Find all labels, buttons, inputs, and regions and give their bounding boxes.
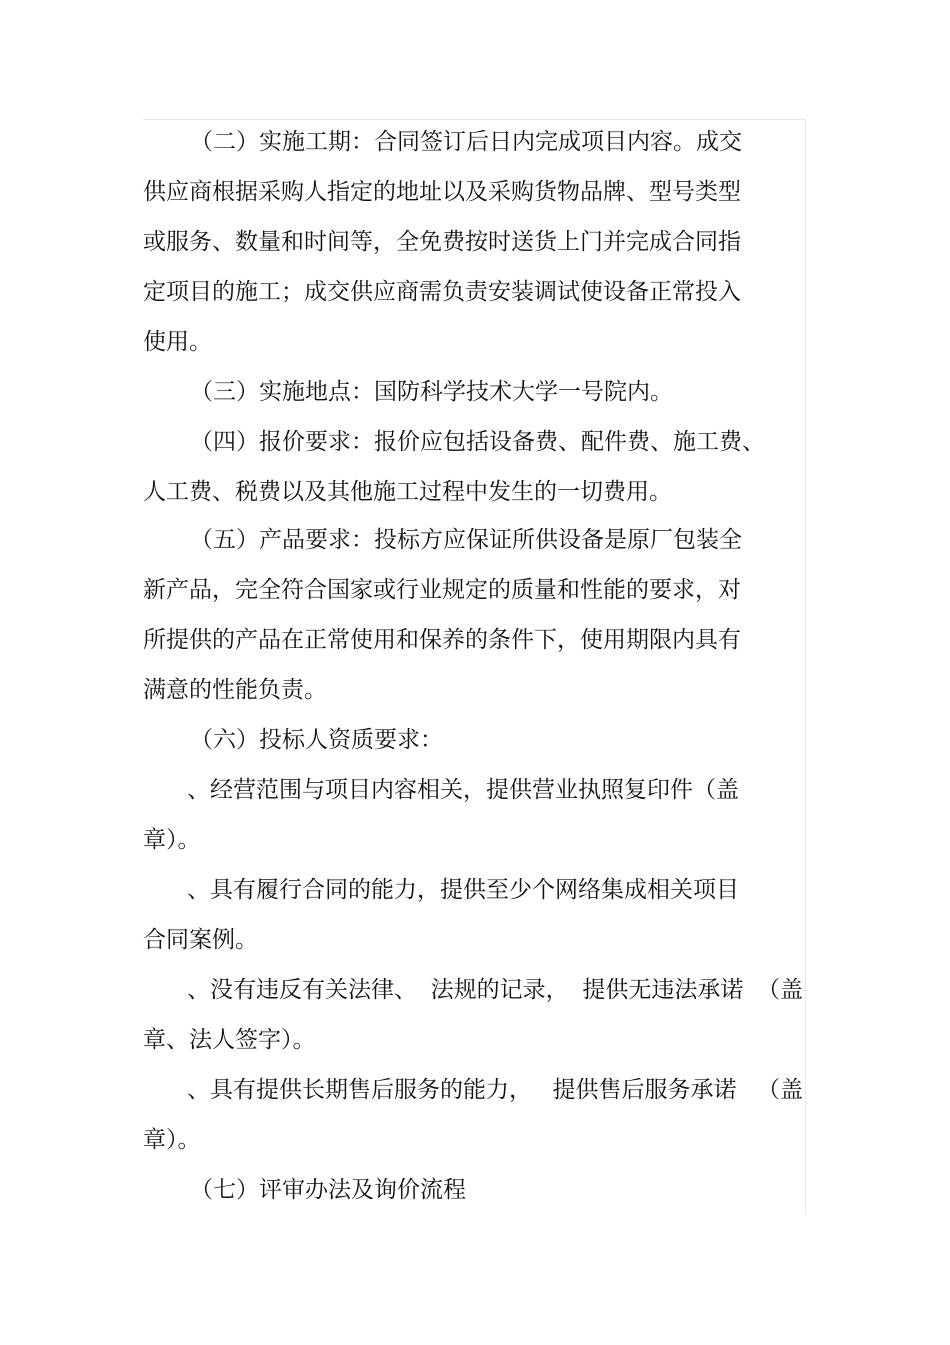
qualification-item-2-line-2: 合同案例。 (143, 927, 258, 953)
qualification-item-3-line-1 (187, 975, 803, 1005)
paragraph-quotation-line-2: 人工费、税费以及其他施工过程中发生的一切费用。 (143, 479, 672, 505)
qualification-item-2-line-1: 、具有履行合同的能力，提供至少个网络集成相关项目 (187, 877, 739, 903)
paragraph-product-line-1: （五）产品要求：投标方应保证所供设备是原厂包装全 (190, 527, 742, 553)
section-heading-qualification: （六）投标人资质要求： (190, 727, 443, 753)
paragraph-implementation-period-line-2: 供应商根据采购人指定的地址以及采购货物品牌、型号类型 (143, 179, 741, 205)
paragraph-product-line-2: 新产品，完全符合国家或行业规定的质量和性能的要求，对 (143, 577, 741, 603)
qualification-item-1-line-1: 、经营范围与项目内容相关，提供营业执照复印件（盖 (187, 777, 739, 803)
qualification-item-4-segment-3: （盖 (757, 1077, 803, 1103)
section-heading-evaluation: （七）评审办法及询价流程 (190, 1177, 466, 1203)
paragraph-product-line-3: 所提供的产品在正常使用和保养的条件下，使用期限内具有 (143, 627, 741, 653)
paragraph-implementation-period-line-3: 或服务、数量和时间等，全免费按时送货上门并完成合同指 (143, 229, 741, 255)
qualification-item-3-segment-3: 提供无违法承诺 (582, 977, 744, 1003)
qualification-item-3-segment-1: 、没有违反有关法律、 (187, 977, 417, 1003)
paragraph-implementation-period-line-5: 使用。 (143, 329, 212, 355)
qualification-item-1-line-2: 章）。 (143, 827, 201, 853)
qualification-item-3-line-2: 章、法人签字）。 (143, 1027, 316, 1053)
qualification-item-4-segment-2: 提供售后服务承诺 (552, 1077, 737, 1103)
qualification-item-4-line-2: 章）。 (143, 1127, 201, 1153)
paragraph-product-line-4: 满意的性能负责。 (143, 677, 327, 703)
qualification-item-3-segment-4: （盖 (756, 977, 803, 1003)
paragraph-implementation-period-line-1: （二）实施工期：合同签订后日内完成项目内容。成交 (190, 129, 742, 155)
qualification-item-4-segment-1: 、具有提供长期售后服务的能力， (187, 1077, 532, 1103)
paragraph-implementation-location: （三）实施地点：国防科学技术大学一号院内。 (190, 379, 673, 405)
qualification-item-4-line-1 (187, 1075, 803, 1105)
paragraph-implementation-period-line-4: 定项目的施工；成交供应商需负责安装调试使设备正常投入 (143, 279, 741, 305)
paragraph-quotation-line-1: （四）报价要求：报价应包括设备费、配件费、施工费、 (190, 429, 765, 455)
qualification-item-3-segment-2: 法规的记录， (430, 977, 569, 1003)
